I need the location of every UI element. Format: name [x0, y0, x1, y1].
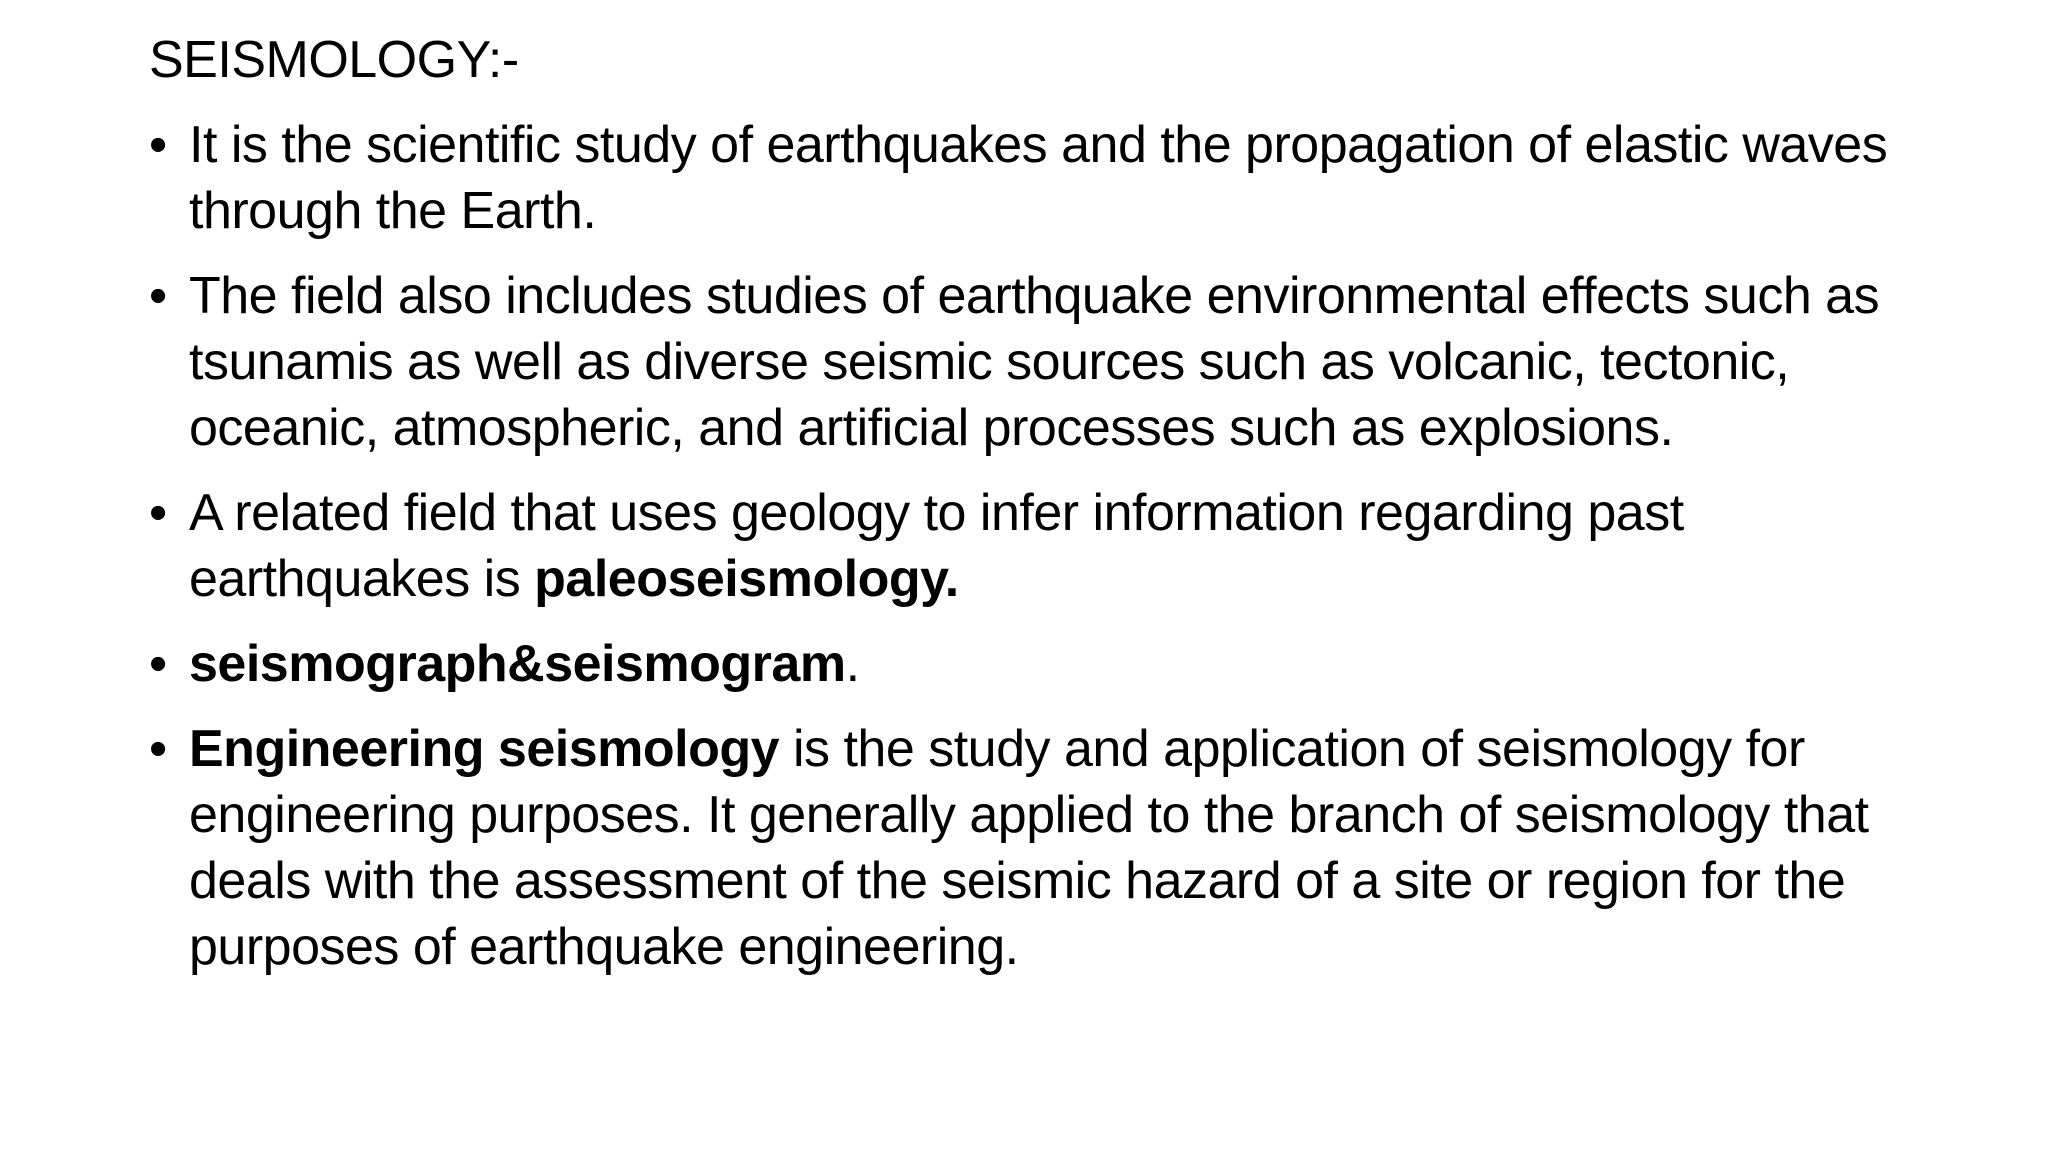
bullet-bold-term: paleoseismology. — [534, 550, 959, 608]
bullet-dot-icon: • — [149, 267, 167, 325]
bullet-item — [149, 716, 1909, 980]
bullet-text: It is the scientific study of earthquakes and the propagation of elastic waves through the Earth. — [189, 116, 1888, 240]
bullet-text: A related field that uses geology to infer information regarding past earthquakes is — [189, 484, 1684, 608]
bullet-text: is the study and application of seismology for engineering purposes. It generally applied to the branch of seismology that deals with the assessment of the seismic hazard of a site or region for the purposes of earthquake engineering. — [189, 720, 1869, 976]
bullet-dot-icon: • — [149, 720, 167, 778]
bullet-item — [149, 480, 1909, 612]
bullet-text: . — [845, 635, 860, 693]
bullet-dot-icon: • — [149, 484, 167, 542]
bullet-bold-term: Engineering seismology — [189, 720, 780, 778]
bullet-item — [149, 112, 1909, 244]
bullet-bold-term: seismograph&seismogram — [189, 635, 846, 693]
slide-title: SEISMOLOGY:- — [149, 31, 519, 89]
bullet-item — [149, 263, 1909, 461]
bullet-text: The field also includes studies of earthquake environmental effects such as tsunamis as well as diverse seismic sources such as volcanic, tectonic, oceanic, atmospheric, and artificial processes such as explosions. — [189, 267, 1880, 457]
bullet-item — [149, 631, 1909, 697]
bullet-dot-icon: • — [149, 116, 167, 174]
bullet-dot-icon: • — [149, 635, 167, 693]
bullet-list — [149, 112, 1909, 999]
